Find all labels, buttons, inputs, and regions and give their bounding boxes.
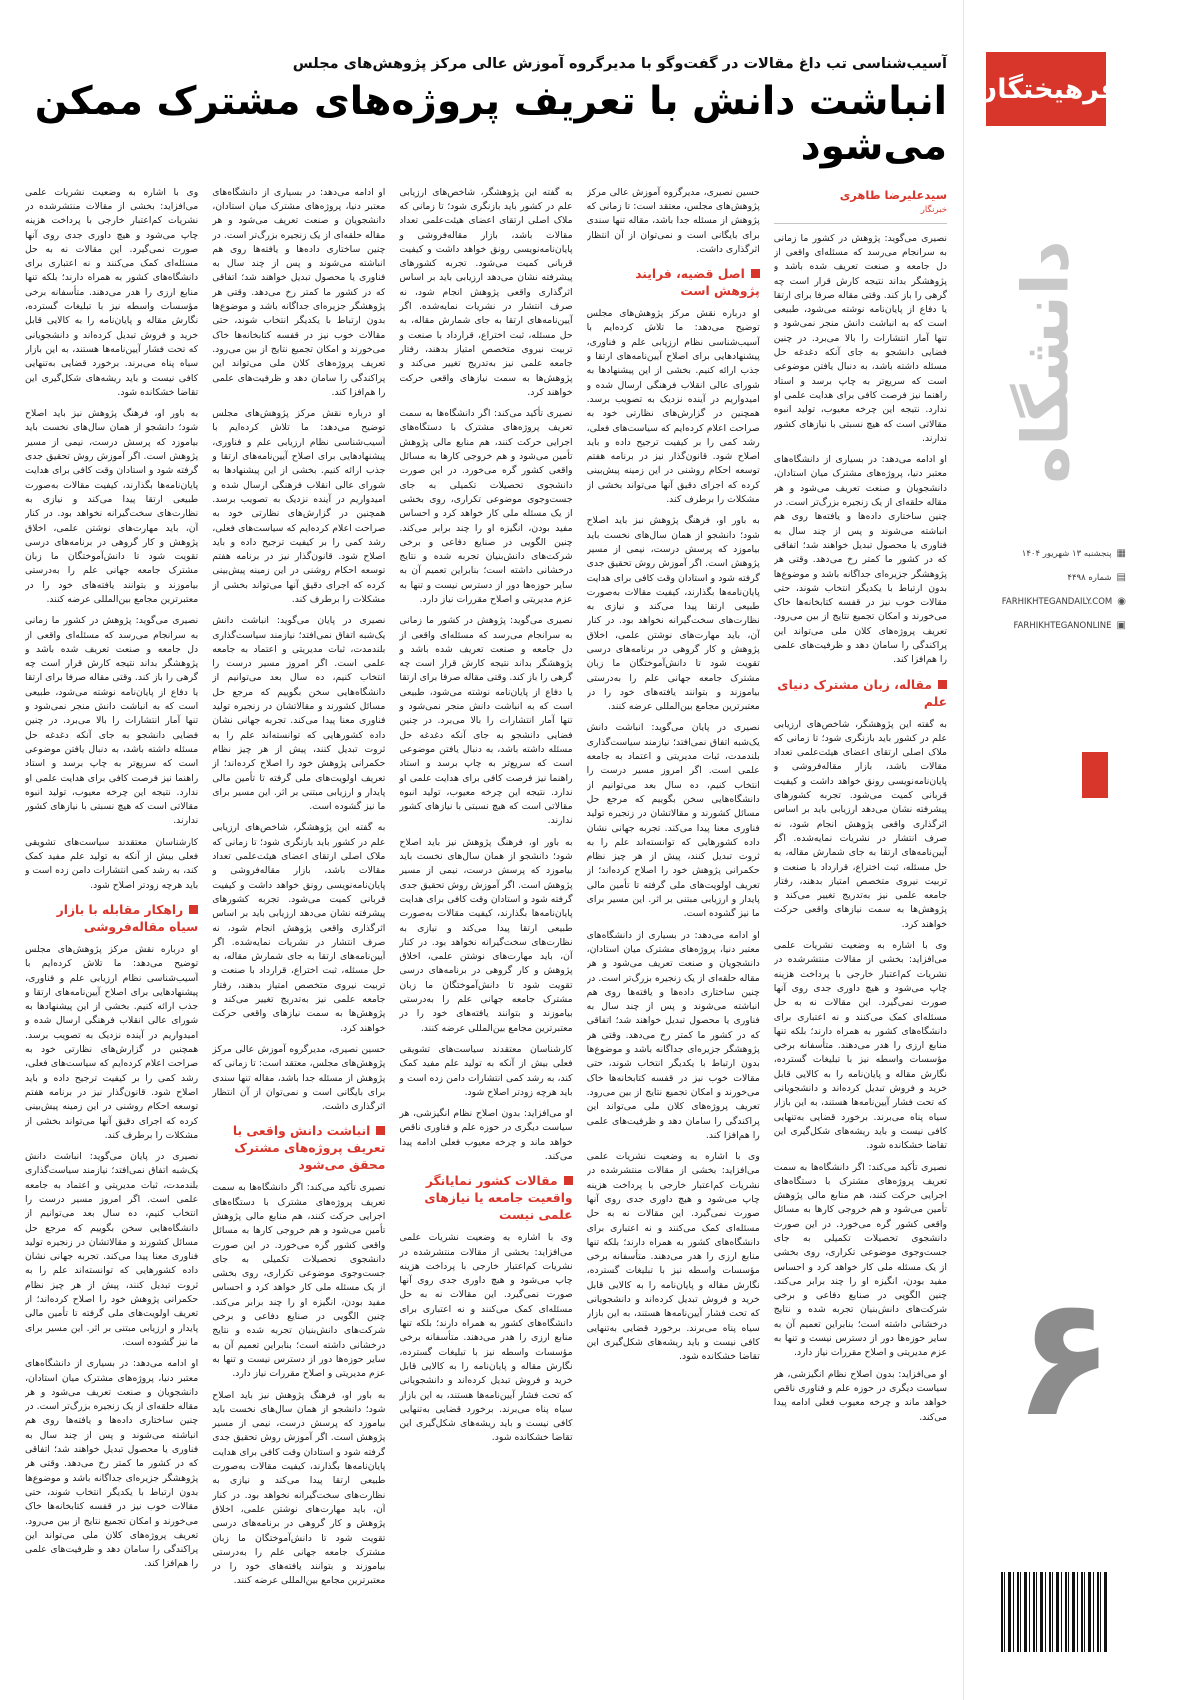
article-paragraph: وی با اشاره به وضعیت نشریات علمی می‌افزاید: بخشی از مقالات منتشرشده در نشریات کم‌اعتبار خارجی با پرداخت هزینه چاپ می‌شود و هیچ داوری جدی روی آنها صورت نمی‌گیرد. این مقالات نه به حل مسئله‌ای کمک می‌کنند و نه اعتباری برای دانشگاه‌های کشور به همراه دارند؛ بلکه تنها منابع ارزی را هدر می‌دهند. متأسفانه برخی مؤسسات واسطه نیز با تبلیغات گسترده، نگارش مقاله و پایان‌نامه را به کالایی قابل خرید و فروش تبدیل کرده‌اند و دانشجویانی که تحت فشار آیین‌نامه‌ها هستند، به این بازار سیاه پناه می‌برند. برخورد قضایی به‌تنهایی کافی نیست و باید ریشه‌های شکل‌گیری این تقاضا خشکانده شود.	[399, 1232, 573, 1444]
sidebar-meta-text: پنجشنبه ۱۳ شهریور ۱۴۰۴	[1021, 548, 1112, 559]
article-paragraph: به گفته این پژوهشگر، شاخص‌های ارزیابی علم در کشور باید بازنگری شود؛ تا زمانی که ملاک اصلی ارتقای اعضای هیئت‌علمی تعداد مقالات باشد، بازار مقاله‌فروشی و پایان‌نامه‌نویسی رونق خواهد داشت و کیفیت قربانی کمیت می‌شود. تجربه کشورهای پیشرفته نشان می‌دهد ارزیابی باید بر اساس اثرگذاری واقعی پژوهش انجام شود، نه صرف انتشار در نشریات نمایه‌شده. اگر آیین‌نامه‌های ارتقا به جای شمارش مقاله، به حل مسئله، ثبت اختراع، قرارداد با صنعت و تربیت نیروی متخصص امتیاز بدهند، رفتار جامعه علمی نیز به‌تدریج تغییر می‌کند و پژوهش‌ها به سمت نیازهای واقعی حرکت خواهند کرد.	[212, 822, 386, 1034]
article-paragraph: وی با اشاره به وضعیت نشریات علمی می‌افزاید: بخشی از مقالات منتشرشده در نشریات کم‌اعتبار خارجی با پرداخت هزینه چاپ می‌شود و هیچ داوری جدی روی آنها صورت نمی‌گیرد. این مقالات نه به حل مسئله‌ای کمک می‌کنند و نه اعتباری برای دانشگاه‌های کشور به همراه دارند؛ بلکه تنها منابع ارزی را هدر می‌دهند. متأسفانه برخی مؤسسات واسطه نیز با تبلیغات گسترده، نگارش مقاله و پایان‌نامه را به کالایی قابل خرید و فروش تبدیل کرده‌اند و دانشجویانی که تحت فشار آیین‌نامه‌ها هستند، به این بازار سیاه پناه می‌برند. برخورد قضایی به‌تنهایی کافی نیست و باید ریشه‌های شکل‌گیری این تقاضا خشکانده شود.	[25, 186, 199, 398]
article-paragraph: حسین نصیری، مدیرگروه آموزش عالی مرکز پژوهش‌های مجلس، معتقد است: تا زمانی که پژوهش از مسئله جدا باشد، مقاله تنها سندی برای بایگانی است و نمی‌توان از آن انتظار اثرگذاری داشت.	[586, 186, 760, 255]
sidebar-meta-text: شماره ۴۴۹۸	[1067, 572, 1112, 583]
article-paragraph: نصیری در پایان می‌گوید: انباشت دانش یک‌شبه اتفاق نمی‌افتد؛ نیازمند سیاست‌گذاری بلندمدت، ثبات مدیریتی و اعتماد به جامعه علمی است. اگر امروز مسیر درست را انتخاب کنیم، ده سال بعد می‌توانیم از دانشگاه‌هایی سخن بگوییم که مرجع حل مسائل کشورند و مقالاتشان در زنجیره تولید فناوری معنا پیدا می‌کند. تجربه جهانی نشان داده کشورهایی که توانسته‌اند علم را به ثروت تبدیل کنند، پیش از هر چیز نظام حکمرانی پژوهش خود را اصلاح کرده‌اند؛ از تعریف اولویت‌های ملی گرفته تا تأمین مالی پایدار و ارزیابی مبتنی بر اثر. این مسیر برای ما نیز گشوده است.	[25, 1151, 199, 1348]
article-paragraph: به باور او، فرهنگ پژوهش نیز باید اصلاح شود؛ دانشجو از همان سال‌های نخست باید بیاموزد که پرسش درست، نیمی از مسیر پژوهش است. اگر آموزش روش تحقیق جدی گرفته شود و استادان وقت کافی برای هدایت پایان‌نامه‌ها بگذارند، کیفیت مقالات به‌صورت طبیعی ارتقا پیدا می‌کند و نیازی به نظارت‌های سخت‌گیرانه نخواهد بود. در کنار آن، باید مهارت‌های نوشتن علمی، اخلاق پژوهش و کار گروهی در برنامه‌های درسی تقویت شود تا دانش‌آموختگان ما زبان مشترک جامعه جهانی علم را به‌درستی بیاموزند و بتوانند یافته‌های خود را در معتبرترین مجامع بین‌المللی عرضه کنند.	[25, 408, 199, 605]
article-paragraph: به باور او، فرهنگ پژوهش نیز باید اصلاح شود؛ دانشجو از همان سال‌های نخست باید بیاموزد که پرسش درست، نیمی از مسیر پژوهش است. اگر آموزش روش تحقیق جدی گرفته شود و استادان وقت کافی برای هدایت پایان‌نامه‌ها بگذارند، کیفیت مقالات به‌صورت طبیعی ارتقا پیدا می‌کند و نیازی به نظارت‌های سخت‌گیرانه نخواهد بود. در کنار آن، باید مهارت‌های نوشتن علمی، اخلاق پژوهش و کار گروهی در برنامه‌های درسی تقویت شود تا دانش‌آموختگان ما زبان مشترک جامعه جهانی علم را به‌درستی بیاموزند و بتوانند یافته‌های خود را در معتبرترین مجامع بین‌المللی عرضه کنند.	[212, 1389, 386, 1587]
section-heading: مقاله، زبان مشترک دنیای علم	[774, 677, 947, 711]
article-paragraph: به باور او، فرهنگ پژوهش نیز باید اصلاح شود؛ دانشجو از همان سال‌های نخست باید بیاموزد که پرسش درست، نیمی از مسیر پژوهش است. اگر آموزش روش تحقیق جدی گرفته شود و استادان وقت کافی برای هدایت پایان‌نامه‌ها بگذارند، کیفیت مقالات به‌صورت طبیعی ارتقا پیدا می‌کند و نیازی به نظارت‌های سخت‌گیرانه نخواهد بود. در کنار آن، باید مهارت‌های نوشتن علمی، اخلاق پژوهش و کار گروهی در برنامه‌های درسی تقویت شود تا دانش‌آموختگان ما زبان مشترک جامعه جهانی علم را به‌درستی بیاموزند و بتوانند یافته‌های خود را در معتبرترین مجامع بین‌المللی عرضه کنند.	[399, 836, 573, 1034]
article-paragraph: نصیری می‌گوید: پژوهش در کشور ما زمانی به سرانجام می‌رسد که مسئله‌ای واقعی از دل جامعه و صنعت تعریف شده باشد و پژوهشگر بداند نتیجه کارش قرار است چه گرهی را باز کند. وقتی مقاله صرفا برای ارتقا یا دفاع از پایان‌نامه نوشته می‌شود، طبیعی است که به انباشت دانش منجر نمی‌شود و تنها آمار انتشارات را بالا می‌برد. در چنین فضایی دانشجو به جای آنکه دغدغه حل مسئله داشته باشد، به دنبال یافتن موضوعی است که سریع‌تر به چاپ برسد و استاد راهنما نیز فرصت کافی برای هدایت علمی او ندارد. نتیجه این چرخه معیوب، تولید انبوه مقالاتی است که هیچ نسبتی با نیازهای کشور ندارند.	[773, 232, 947, 444]
article-paragraph: نصیری می‌گوید: پژوهش در کشور ما زمانی به سرانجام می‌رسد که مسئله‌ای واقعی از دل جامعه و صنعت تعریف شده باشد و پژوهشگر بداند نتیجه کارش قرار است چه گرهی را باز کند. وقتی مقاله صرفا برای ارتقا یا دفاع از پایان‌نامه نوشته می‌شود، طبیعی است که به انباشت دانش منجر نمی‌شود و تنها آمار انتشارات را بالا می‌برد. در چنین فضایی دانشجو به جای آنکه دغدغه حل مسئله داشته باشد، به دنبال یافتن موضوعی است که سریع‌تر به چاپ برسد و استاد راهنما نیز فرصت کافی برای هدایت علمی او ندارد. نتیجه این چرخه معیوب، تولید انبوه مقالاتی است که هیچ نسبتی با نیازهای کشور ندارند.	[25, 615, 199, 827]
article-paragraph: وی با اشاره به وضعیت نشریات علمی می‌افزاید: بخشی از مقالات منتشرشده در نشریات کم‌اعتبار خارجی با پرداخت هزینه چاپ می‌شود و هیچ داوری جدی روی آنها صورت نمی‌گیرد. این مقالات نه به حل مسئله‌ای کمک می‌کنند و نه اعتباری برای دانشگاه‌های کشور به همراه دارند؛ بلکه تنها منابع ارزی را هدر می‌دهند. متأسفانه برخی مؤسسات واسطه نیز با تبلیغات گسترده، نگارش مقاله و پایان‌نامه را به کالایی قابل خرید و فروش تبدیل کرده‌اند و دانشجویانی که تحت فشار آیین‌نامه‌ها هستند، به این بازار سیاه پناه می‌برند. برخورد قضایی به‌تنهایی کافی نیست و باید ریشه‌های شکل‌گیری این تقاضا خشکانده شود.	[586, 1151, 760, 1363]
article-paragraph: نصیری تأکید می‌کند: اگر دانشگاه‌ها به سمت تعریف پروژه‌های مشترک با دستگاه‌های اجرایی حرکت کنند، هم منابع مالی پژوهش تأمین می‌شود و هم خروجی کارها به مسائل واقعی کشور گره می‌خورد. در این صورت دانشجوی تحصیلات تکمیلی به جای جست‌وجوی موضوعی تکراری، روی بخشی از یک مسئله ملی کار خواهد کرد و احساس مفید بودن، انگیزه او را چند برابر می‌کند. چنین الگویی در صنایع دفاعی و برخی شرکت‌های دانش‌بنیان تجربه شده و نتایج درخشانی داشته است؛ بنابراین تعمیم آن به سایر حوزه‌ها دور از دسترس نیست و تنها به عزم مدیریتی و اصلاح مقررات نیاز دارد.	[212, 1182, 386, 1380]
article-paragraph: او ادامه می‌دهد: در بسیاری از دانشگاه‌های معتبر دنیا، پروژه‌های مشترک میان استادان، دانشجویان و صنعت تعریف می‌شود و هر مقاله حلقه‌ای از یک زنجیره بزرگ‌تر است. در چنین ساختاری داده‌ها و یافته‌ها روی هم انباشته می‌شوند و پس از چند سال به فناوری یا محصول تبدیل خواهند شد؛ اتفاقی که در کشور ما کمتر رخ می‌دهد. وقتی هر پژوهشگر جزیره‌ای جداگانه باشد و موضوع‌ها بدون ارتباط با یکدیگر انتخاب شوند، حتی مقالات خوب نیز در قفسه کتابخانه‌ها خاک می‌خورند و امکان تجمیع نتایج از بین می‌رود. تعریف پروژه‌های کلان ملی می‌تواند این پراکندگی را سامان دهد و ظرفیت‌های علمی را هم‌افزا کند.	[25, 1358, 199, 1570]
sidebar	[963, 0, 1191, 1700]
sidebar-meta	[974, 548, 1126, 631]
headline: انباشت دانش با تعریف پروژه‌های مشترک ممکن می‌شود	[34, 79, 947, 169]
article-paragraph: او درباره نقش مرکز پژوهش‌های مجلس توضیح می‌دهد: ما تلاش کرده‌ایم با آسیب‌شناسی نظام ارزیابی علم و فناوری، پیشنهادهایی برای اصلاح آیین‌نامه‌های ارتقا و جذب ارائه کنیم. بخشی از این پیشنهادها به شورای عالی انقلاب فرهنگی ارسال شده و امیدواریم در آینده نزدیک به تصویب برسد. همچنین در گزارش‌های نظارتی خود به صراحت اعلام کرده‌ایم که سیاست‌های فعلی، رشد کمی را بر کیفیت ترجیح داده و باید اصلاح شود. قانون‌گذار نیز در برنامه هفتم توسعه احکام روشنی در این زمینه پیش‌بینی کرده که اجرای دقیق آنها می‌تواند بخشی از مشکلات را برطرف کند.	[212, 408, 386, 605]
article-paragraph: وی با اشاره به وضعیت نشریات علمی می‌افزاید: بخشی از مقالات منتشرشده در نشریات کم‌اعتبار خارجی با پرداخت هزینه چاپ می‌شود و هیچ داوری جدی روی آنها صورت نمی‌گیرد. این مقالات نه به حل مسئله‌ای کمک می‌کنند و نه اعتباری برای دانشگاه‌های کشور به همراه دارند؛ بلکه تنها منابع ارزی را هدر می‌دهند. متأسفانه برخی مؤسسات واسطه نیز با تبلیغات گسترده، نگارش مقاله و پایان‌نامه را به کالایی قابل خرید و فروش تبدیل کرده‌اند و دانشجویانی که تحت فشار آیین‌نامه‌ها هستند، به این بازار سیاه پناه می‌برند. برخورد قضایی به‌تنهایی کافی نیست و باید ریشه‌های شکل‌گیری این تقاضا خشکانده شود.	[773, 940, 947, 1152]
article-paragraph: او می‌افزاید: بدون اصلاح نظام انگیزشی، هر سیاست دیگری در حوزه علم و فناوری ناقص خواهد ماند و چرخه معیوب فعلی ادامه پیدا می‌کند.	[399, 1108, 573, 1162]
article	[25, 56, 947, 1684]
calendar-icon: ▦	[1116, 548, 1126, 559]
article-paragraph: نصیری تأکید می‌کند: اگر دانشگاه‌ها به سمت تعریف پروژه‌های مشترک با دستگاه‌های اجرایی حرکت کنند، هم منابع مالی پژوهش تأمین می‌شود و هم خروجی کارها به مسائل واقعی کشور گره می‌خورد. در این صورت دانشجوی تحصیلات تکمیلی به جای جست‌وجوی موضوعی تکراری، روی بخشی از یک مسئله ملی کار خواهد کرد و احساس مفید بودن، انگیزه او را چند برابر می‌کند. چنین الگویی در صنایع دفاعی و برخی شرکت‌های دانش‌بنیان تجربه شده و نتایج درخشانی داشته است؛ بنابراین تعمیم آن به سایر حوزه‌ها دور از دسترس نیست و تنها به عزم مدیریتی و اصلاح مقررات نیاز دارد.	[773, 1161, 947, 1359]
section-heading: اصل قضیه، فرایند پژوهش است	[587, 266, 760, 300]
article-column	[587, 186, 760, 1684]
article-column	[212, 186, 385, 1684]
red-marker	[1082, 752, 1108, 798]
section-title: دانشگاه	[1009, 240, 1084, 484]
globe-icon: ◉	[1117, 596, 1126, 607]
article-paragraph: به باور او، فرهنگ پژوهش نیز باید اصلاح شود؛ دانشجو از همان سال‌های نخست باید بیاموزد که پرسش درست، نیمی از مسیر پژوهش است. اگر آموزش روش تحقیق جدی گرفته شود و استادان وقت کافی برای هدایت پایان‌نامه‌ها بگذارند، کیفیت مقالات به‌صورت طبیعی ارتقا پیدا می‌کند و نیازی به نظارت‌های سخت‌گیرانه نخواهد بود. در کنار آن، باید مهارت‌های نوشتن علمی، اخلاق پژوهش و کار گروهی در برنامه‌های درسی تقویت شود تا دانش‌آموختگان ما زبان مشترک جامعه جهانی علم را به‌درستی بیاموزند و بتوانند یافته‌های خود را در معتبرترین مجامع بین‌المللی عرضه کنند.	[586, 515, 760, 713]
sidebar-meta-text: FARHIKHTEGANDAILY.COM	[1001, 596, 1113, 607]
sidebar-meta-item	[974, 548, 1126, 559]
article-column	[25, 186, 198, 1684]
article-paragraph: او می‌افزاید: بدون اصلاح نظام انگیزشی، هر سیاست دیگری در حوزه علم و فناوری ناقص خواهد ماند و چرخه معیوب فعلی ادامه پیدا می‌کند.	[773, 1368, 947, 1423]
article-paragraph: به گفته این پژوهشگر، شاخص‌های ارزیابی علم در کشور باید بازنگری شود؛ تا زمانی که ملاک اصلی ارتقای اعضای هیئت‌علمی تعداد مقالات باشد، بازار مقاله‌فروشی و پایان‌نامه‌نویسی رونق خواهد داشت و کیفیت قربانی کمیت می‌شود. تجربه کشورهای پیشرفته نشان می‌دهد ارزیابی باید بر اساس اثرگذاری واقعی پژوهش انجام شود، نه صرف انتشار در نشریات نمایه‌شده. اگر آیین‌نامه‌های ارتقا به جای شمارش مقاله، به حل مسئله، ثبت اختراع، قرارداد با صنعت و تربیت نیروی متخصص امتیاز بدهند، رفتار جامعه علمی نیز به‌تدریج تغییر می‌کند و پژوهش‌ها به سمت نیازهای واقعی حرکت خواهند کرد.	[773, 718, 947, 930]
article-paragraph: او درباره نقش مرکز پژوهش‌های مجلس توضیح می‌دهد: ما تلاش کرده‌ایم با آسیب‌شناسی نظام ارزیابی علم و فناوری، پیشنهادهایی برای اصلاح آیین‌نامه‌های ارتقا و جذب ارائه کنیم. بخشی از این پیشنهادها به شورای عالی انقلاب فرهنگی ارسال شده و امیدواریم در آینده نزدیک به تصویب برسد. همچنین در گزارش‌های نظارتی خود به صراحت اعلام کرده‌ایم که سیاست‌های فعلی، رشد کمی را بر کیفیت ترجیح داده و باید اصلاح شود. قانون‌گذار نیز در برنامه هفتم توسعه احکام روشنی در این زمینه پیش‌بینی کرده که اجرای دقیق آنها می‌تواند بخشی از مشکلات را برطرف کند.	[25, 943, 199, 1141]
instagram-icon: ▣	[1116, 620, 1126, 631]
byline-name: سیدعلیرضا طاهری	[839, 187, 947, 202]
article-column	[774, 186, 947, 1684]
article-paragraph: به گفته این پژوهشگر، شاخص‌های ارزیابی علم در کشور باید بازنگری شود؛ تا زمانی که ملاک اصلی ارتقای اعضای هیئت‌علمی تعداد مقالات باشد، بازار مقاله‌فروشی و پایان‌نامه‌نویسی رونق خواهد داشت و کیفیت قربانی کمیت می‌شود. تجربه کشورهای پیشرفته نشان می‌دهد ارزیابی باید بر اساس اثرگذاری واقعی پژوهش انجام شود، نه صرف انتشار در نشریات نمایه‌شده. اگر آیین‌نامه‌های ارتقا به جای شمارش مقاله، به حل مسئله، ثبت اختراع، قرارداد با صنعت و تربیت نیروی متخصص امتیاز بدهند، رفتار جامعه علمی نیز به‌تدریج تغییر می‌کند و پژوهش‌ها به سمت نیازهای واقعی حرکت خواهند کرد.	[399, 186, 573, 398]
article-paragraph: حسین نصیری، مدیرگروه آموزش عالی مرکز پژوهش‌های مجلس، معتقد است: تا زمانی که پژوهش از مسئله جدا باشد، مقاله تنها سندی برای بایگانی است و نمی‌توان از آن انتظار اثرگذاری داشت.	[212, 1043, 386, 1113]
byline	[774, 186, 947, 224]
sidebar-meta-item	[974, 572, 1126, 583]
section-title-vertical	[964, 192, 1129, 532]
article-paragraph: نصیری می‌گوید: پژوهش در کشور ما زمانی به سرانجام می‌رسد که مسئله‌ای واقعی از دل جامعه و صنعت تعریف شده باشد و پژوهشگر بداند نتیجه کارش قرار است چه گرهی را باز کند. وقتی مقاله صرفا برای ارتقا یا دفاع از پایان‌نامه نوشته می‌شود، طبیعی است که به انباشت دانش منجر نمی‌شود و تنها آمار انتشارات را بالا می‌برد. در چنین فضایی دانشجو به جای آنکه دغدغه حل مسئله داشته باشد، به دنبال یافتن موضوعی است که سریع‌تر به چاپ برسد و استاد راهنما نیز فرصت کافی برای هدایت علمی او ندارد. نتیجه این چرخه معیوب، تولید انبوه مقالاتی است که هیچ نسبتی با نیازهای کشور ندارند.	[399, 615, 573, 827]
article-paragraph: کارشناسان معتقدند سیاست‌های تشویقی فعلی بیش از آنکه به تولید علم مفید کمک کند، به رشد کمی انتشارات دامن زده است و باید هرچه زودتر اصلاح شود.	[399, 1043, 573, 1098]
article-paragraph: نصیری در پایان می‌گوید: انباشت دانش یک‌شبه اتفاق نمی‌افتد؛ نیازمند سیاست‌گذاری بلندمدت، ثبات مدیریتی و اعتماد به جامعه علمی است. اگر امروز مسیر درست را انتخاب کنیم، ده سال بعد می‌توانیم از دانشگاه‌هایی سخن بگوییم که مرجع حل مسائل کشورند و مقالاتشان در زنجیره تولید فناوری معنا پیدا می‌کند. تجربه جهانی نشان داده کشورهایی که توانسته‌اند علم را به ثروت تبدیل کنند، پیش از هر چیز نظام حکمرانی پژوهش خود را اصلاح کرده‌اند؛ از تعریف اولویت‌های ملی گرفته تا تأمین مالی پایدار و ارزیابی مبتنی بر اثر. این مسیر برای ما نیز گشوده است.	[212, 615, 386, 813]
section-heading: مقالات کشور نمایانگر واقعیت جامعه یا نیازهای علمی نیست	[399, 1173, 572, 1224]
newspaper-logo	[974, 52, 1118, 126]
section-heading: راهکار مقابله با بازار سیاه مقاله‌فروشی	[25, 902, 198, 936]
article-paragraph: او ادامه می‌دهد: در بسیاری از دانشگاه‌های معتبر دنیا، پروژه‌های مشترک میان استادان، دانشجویان و صنعت تعریف می‌شود و هر مقاله حلقه‌ای از یک زنجیره بزرگ‌تر است. در چنین ساختاری داده‌ها و یافته‌ها روی هم انباشته می‌شوند و پس از چند سال به فناوری یا محصول تبدیل خواهند شد؛ اتفاقی که در کشور ما کمتر رخ می‌دهد. وقتی هر پژوهشگر جزیره‌ای جداگانه باشد و موضوع‌ها بدون ارتباط با یکدیگر انتخاب شوند، حتی مقالات خوب نیز در قفسه کتابخانه‌ها خاک می‌خورند و امکان تجمیع نتایج از بین می‌رود. تعریف پروژه‌های کلان ملی می‌تواند این پراکندگی را سامان دهد و ظرفیت‌های علمی را هم‌افزا کند.	[212, 186, 386, 398]
article-paragraph: او ادامه می‌دهد: در بسیاری از دانشگاه‌های معتبر دنیا، پروژه‌های مشترک میان استادان، دانشجویان و صنعت تعریف می‌شود و هر مقاله حلقه‌ای از یک زنجیره بزرگ‌تر است. در چنین ساختاری داده‌ها و یافته‌ها روی هم انباشته می‌شوند و پس از چند سال به فناوری یا محصول تبدیل خواهند شد؛ اتفاقی که در کشور ما کمتر رخ می‌دهد. وقتی هر پژوهشگر جزیره‌ای جداگانه باشد و موضوع‌ها بدون ارتباط با یکدیگر انتخاب شوند، حتی مقالات خوب نیز در قفسه کتابخانه‌ها خاک می‌خورند و امکان تجمیع نتایج از بین می‌رود. تعریف پروژه‌های کلان ملی می‌تواند این پراکندگی را سامان دهد و ظرفیت‌های علمی را هم‌افزا کند.	[586, 929, 760, 1141]
sidebar-meta-item	[974, 596, 1126, 607]
article-paragraph: نصیری در پایان می‌گوید: انباشت دانش یک‌شبه اتفاق نمی‌افتد؛ نیازمند سیاست‌گذاری بلندمدت، ثبات مدیریتی و اعتماد به جامعه علمی است. اگر امروز مسیر درست را انتخاب کنیم، ده سال بعد می‌توانیم از دانشگاه‌هایی سخن بگوییم که مرجع حل مسائل کشورند و مقالاتشان در زنجیره تولید فناوری معنا پیدا می‌کند. تجربه جهانی نشان داده کشورهایی که توانسته‌اند علم را به ثروت تبدیل کنند، پیش از هر چیز نظام حکمرانی پژوهش خود را اصلاح کرده‌اند؛ از تعریف اولویت‌های ملی گرفته تا تأمین مالی پایدار و ارزیابی مبتنی بر اثر. این مسیر برای ما نیز گشوده است.	[586, 722, 760, 920]
article-paragraph: او ادامه می‌دهد: در بسیاری از دانشگاه‌های معتبر دنیا، پروژه‌های مشترک میان استادان، دانشجویان و صنعت تعریف می‌شود و هر مقاله حلقه‌ای از یک زنجیره بزرگ‌تر است. در چنین ساختاری داده‌ها و یافته‌ها روی هم انباشته می‌شوند و پس از چند سال به فناوری یا محصول تبدیل خواهند شد؛ اتفاقی که در کشور ما کمتر رخ می‌دهد. وقتی هر پژوهشگر جزیره‌ای جداگانه باشد و موضوع‌ها بدون ارتباط با یکدیگر انتخاب شوند، حتی مقالات خوب نیز در قفسه کتابخانه‌ها خاک می‌خورند و امکان تجمیع نتایج از بین می‌رود. تعریف پروژه‌های کلان ملی می‌تواند این پراکندگی را سامان دهد و ظرفیت‌های علمی را هم‌افزا کند.	[773, 454, 947, 666]
issue-icon: ▤	[1116, 572, 1126, 583]
kicker: آسیب‌شناسی تب داغ مقالات در گفت‌وگو با مدیرگروه آموزش عالی مرکز پژوهش‌های مجلس	[292, 56, 947, 72]
article-columns	[25, 186, 947, 1684]
article-paragraph: نصیری تأکید می‌کند: اگر دانشگاه‌ها به سمت تعریف پروژه‌های مشترک با دستگاه‌های اجرایی حرکت کنند، هم منابع مالی پژوهش تأمین می‌شود و هم خروجی کارها به مسائل واقعی کشور گره می‌خورد. در این صورت دانشجوی تحصیلات تکمیلی به جای جست‌وجوی موضوعی تکراری، روی بخشی از یک مسئله ملی کار خواهد کرد و احساس مفید بودن، انگیزه او را چند برابر می‌کند. چنین الگویی در صنایع دفاعی و برخی شرکت‌های دانش‌بنیان تجربه شده و نتایج درخشانی داشته است؛ بنابراین تعمیم آن به سایر حوزه‌ها دور از دسترس نیست و تنها به عزم مدیریتی و اصلاح مقررات نیاز دارد.	[399, 408, 573, 605]
article-paragraph: او درباره نقش مرکز پژوهش‌های مجلس توضیح می‌دهد: ما تلاش کرده‌ایم با آسیب‌شناسی نظام ارزیابی علم و فناوری، پیشنهادهایی برای اصلاح آیین‌نامه‌های ارتقا و جذب ارائه کنیم. بخشی از این پیشنهادها به شورای عالی انقلاب فرهنگی ارسال شده و امیدواریم در آینده نزدیک به تصویب برسد. همچنین در گزارش‌های نظارتی خود به صراحت اعلام کرده‌ایم که سیاست‌های فعلی، رشد کمی را بر کیفیت ترجیح داده و باید اصلاح شود. قانون‌گذار نیز در برنامه هفتم توسعه احکام روشنی در این زمینه پیش‌بینی کرده که اجرای دقیق آنها می‌تواند بخشی از مشکلات را برطرف کند.	[586, 308, 760, 506]
barcode	[1001, 1572, 1107, 1652]
sidebar-meta-text: FARHIKHTEGANONLINE	[1013, 620, 1112, 631]
byline-role: خبرنگار	[920, 204, 947, 215]
sidebar-meta-item	[974, 620, 1126, 631]
page-number: ۶	[1013, 1261, 1115, 1453]
article-paragraph: کارشناسان معتقدند سیاست‌های تشویقی فعلی بیش از آنکه به تولید علم مفید کمک کند، به رشد کمی انتشارات دامن زده است و باید هرچه زودتر اصلاح شود.	[25, 836, 199, 891]
section-heading: انباشت دانش واقعی با تعریف پروژه‌های مشترک محقق می‌شود	[212, 1123, 385, 1174]
article-column	[399, 186, 572, 1684]
newspaper-logo-text: فرهیختگان	[974, 73, 1118, 105]
